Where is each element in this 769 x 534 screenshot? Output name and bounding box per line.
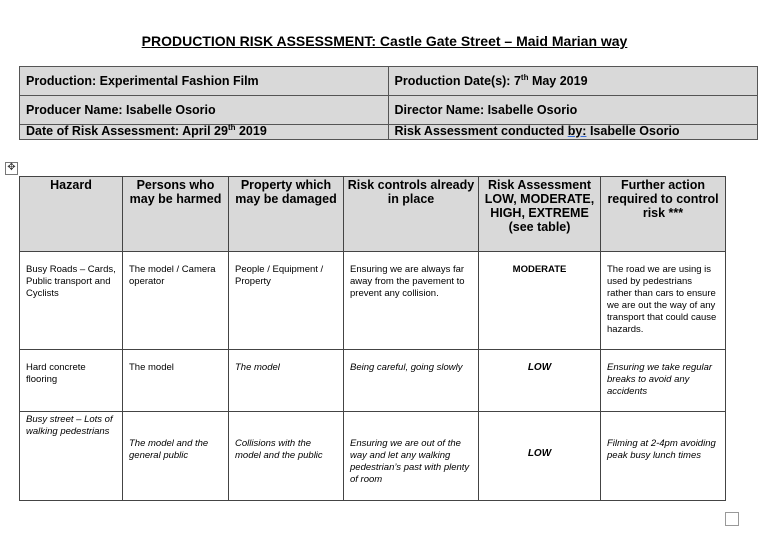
producer-name: Producer Name: Isabelle Osorio	[20, 96, 389, 125]
header-rating: Risk Assessment LOW, MODERATE, HIGH, EXTREME (see table)	[479, 177, 601, 252]
header-hazard: Hazard	[20, 177, 123, 252]
rating-cell	[479, 412, 601, 501]
persons-cell: The model / Camera operator	[123, 252, 229, 350]
property-text: Collisions with the model and the public	[235, 438, 323, 461]
assessment-date: Date of Risk Assessment: April 29th 2019	[20, 125, 389, 140]
move-cross-icon[interactable]: ✥	[5, 162, 18, 175]
info-row	[20, 125, 758, 140]
risk-header-row	[20, 177, 726, 252]
production-dates: Production Date(s): 7th May 2019	[388, 67, 758, 96]
persons-text: The model and the general public	[129, 438, 209, 461]
header-action: Further action required to control risk ***	[601, 177, 726, 252]
production-info-table	[19, 66, 758, 140]
controls-text: Ensuring we are out of the way and let any walking pedestrian’s past with plenty of room	[350, 438, 470, 485]
action-text: Filming at 2-4pm avoiding peak busy lunch times	[607, 438, 716, 461]
table-resize-handle[interactable]	[725, 512, 739, 526]
header-persons: Persons who may be harmed	[123, 177, 229, 252]
persons-cell: The model	[123, 350, 229, 412]
hazard-cell: Hard concrete flooring	[20, 350, 123, 412]
assessment-conducted-by: Risk Assessment conducted by: Isabelle Osorio	[388, 125, 758, 140]
risk-table	[19, 176, 726, 501]
property-cell: People / Equipment / Property	[229, 252, 344, 350]
table-row	[20, 412, 726, 501]
rating-text: LOW	[527, 448, 552, 459]
table-row	[20, 350, 726, 412]
production-name: Production: Experimental Fashion Film	[20, 67, 389, 96]
controls-cell: Being careful, going slowly	[344, 350, 479, 412]
hazard-cell: Busy Roads – Cards, Public transport and Cyclists	[20, 252, 123, 350]
action-cell: Ensuring we take regular breaks to avoid any accidents	[601, 350, 726, 412]
header-property: Property which may be damaged	[229, 177, 344, 252]
info-row	[20, 67, 758, 96]
info-row	[20, 96, 758, 125]
action-cell	[601, 412, 726, 501]
rating-cell: LOW	[479, 350, 601, 412]
property-cell: The model	[229, 350, 344, 412]
director-name: Director Name: Isabelle Osorio	[388, 96, 758, 125]
hazard-cell: Busy street – Lots of walking pedestrians	[20, 412, 123, 501]
property-cell	[229, 412, 344, 501]
persons-cell	[123, 412, 229, 501]
action-cell: The road we are using is used by pedestrians rather than cars to ensure we are out the way of any transport that could cause hazards.	[601, 252, 726, 350]
table-row	[20, 252, 726, 350]
controls-cell: Ensuring we are always far away from the pavement to prevent any collision.	[344, 252, 479, 350]
rating-cell: MODERATE	[479, 252, 601, 350]
header-controls: Risk controls already in place	[344, 177, 479, 252]
page-title: PRODUCTION RISK ASSESSMENT: Castle Gate Street – Maid Marian way	[141, 33, 628, 49]
controls-cell	[344, 412, 479, 501]
